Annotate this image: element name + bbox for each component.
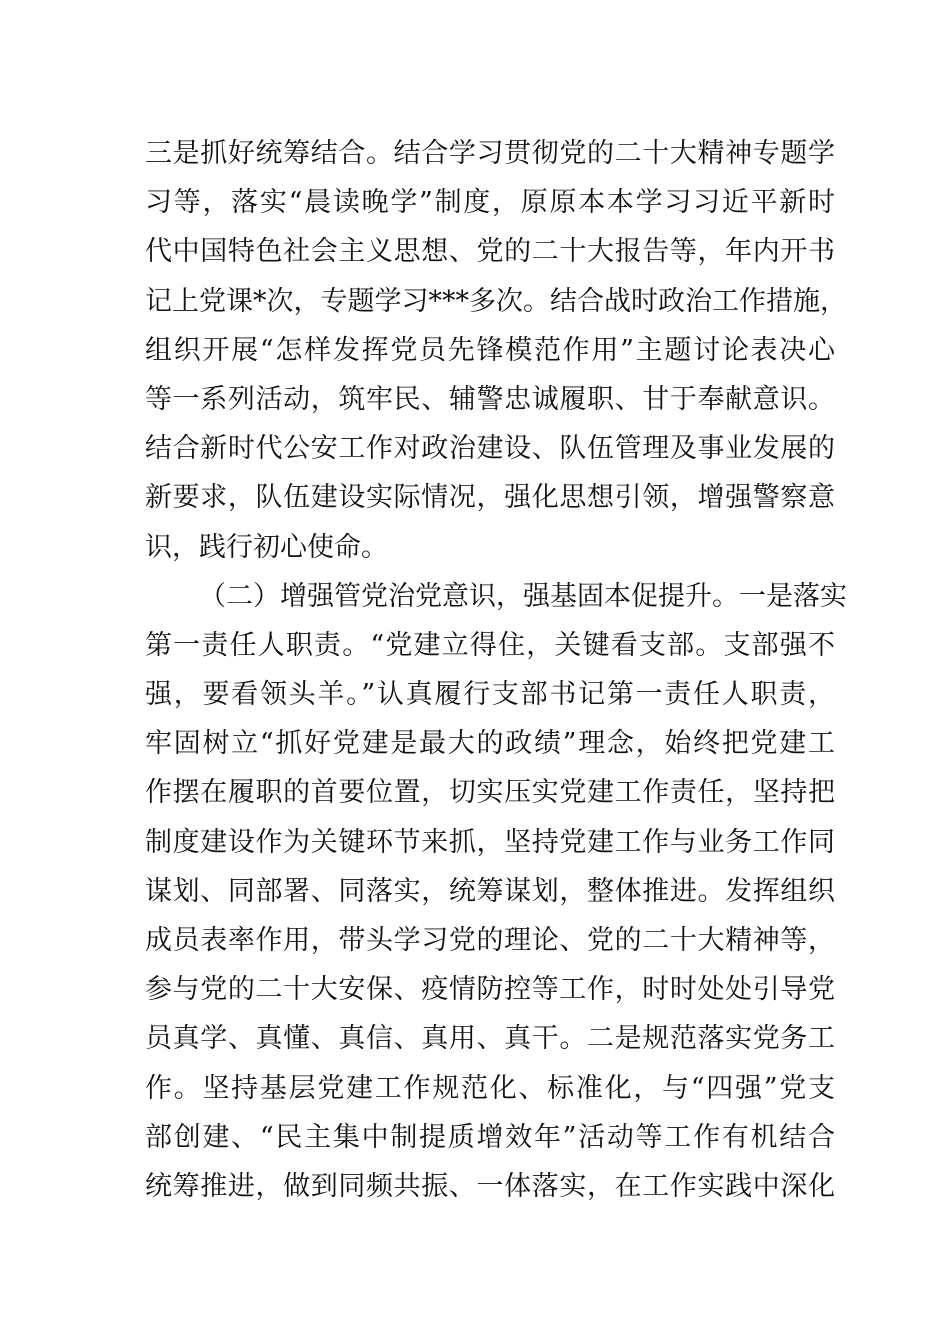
text-line-4: 记上党课*次，专题学习***多次。结合战时政治工作措施， (145, 285, 847, 317)
text-line-10: （二）增强管党治党意识，强基固本促提升。一是落实 (199, 580, 847, 612)
text-line-13: 牢固树立“抓好党建是最大的政绩”理念，始终把党建工 (145, 728, 835, 760)
text-line-20: 作。坚持基层党建工作规范化、标准化，与“四强”党支 (145, 1072, 835, 1104)
text-line-21: 部创建、“民主集中制提质增效年”活动等工作有机结合 (145, 1121, 835, 1153)
text-line-3: 代中国特色社会主义思想、党的二十大报告等，年内开书 (145, 236, 835, 268)
text-line-22: 统筹推进，做到同频共振、一体落实，在工作实践中深化 (145, 1170, 835, 1202)
text-line-15: 制度建设作为关键环节来抓，坚持党建工作与业务工作同 (145, 826, 835, 858)
text-line-14: 作摆在履职的首要位置，切实压实党建工作责任，坚持把 (145, 777, 835, 809)
text-line-19: 员真学、真懂、真信、真用、真干。二是规范落实党务工 (145, 1023, 835, 1055)
text-line-6: 等一系列活动，筑牢民、辅警忠诚履职、甘于奉献意识。 (145, 383, 835, 415)
text-line-9: 识，践行初心使命。 (145, 531, 388, 563)
text-line-8: 新要求，队伍建设实际情况，强化思想引领，增强警察意 (145, 482, 835, 514)
text-line-17: 成员表率作用，带头学习党的理论、党的二十大精神等， (145, 925, 835, 956)
text-line-7: 结合新时代公安工作对政治建设、队伍管理及事业发展的 (145, 433, 835, 465)
text-line-16: 谋划、同部署、同落实，统筹谋划，整体推进。发挥组织 (145, 875, 835, 907)
text-line-2: 习等，落实“晨读晚学”制度，原原本本学习习近平新时 (145, 187, 835, 219)
text-line-1: 三是抓好统筹结合。结合学习贯彻党的二十大精神专题学 (145, 138, 835, 169)
text-line-5: 组织开展“怎样发挥党员先锋模范作用”主题讨论表决心 (145, 334, 835, 366)
document-body (145, 129, 847, 1211)
text-line-12: 强，要看领头羊。”认真履行支部书记第一责任人职责， (145, 679, 835, 711)
text-line-11: 第一责任人职责。“党建立得住，关键看支部。支部强不 (145, 629, 835, 661)
text-line-18: 参与党的二十大安保、疫情防控等工作，时时处处引导党 (145, 974, 835, 1006)
